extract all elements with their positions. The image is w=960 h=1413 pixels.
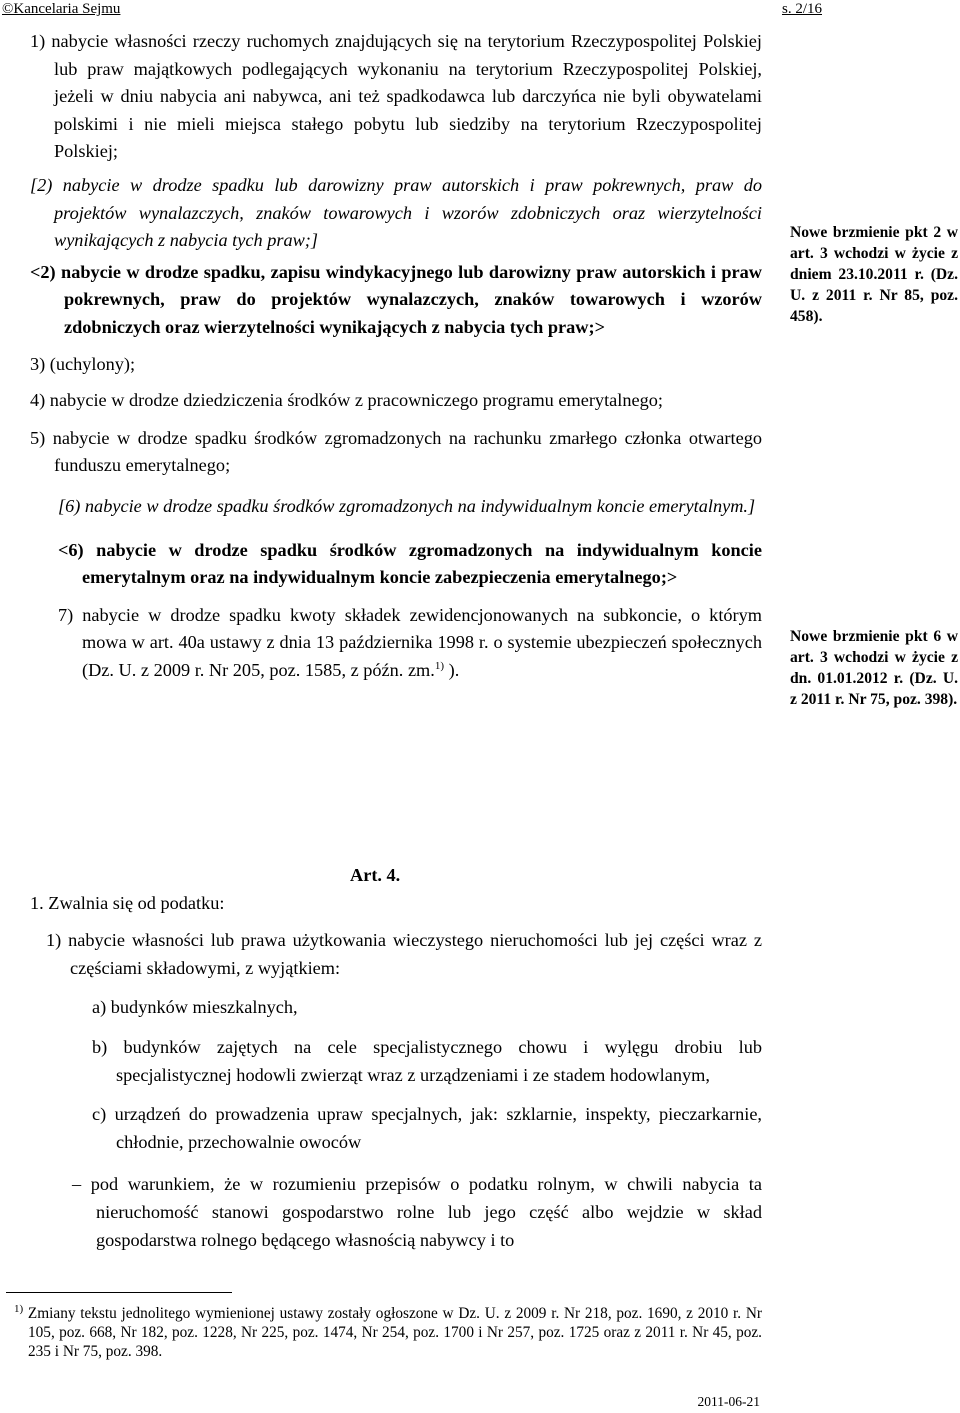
paragraph-7-text: 7) nabycie w drodze spadku kwoty składek zewidencjonowanych na subkoncie, o którym mowa w art. 40a ustawy z dnia 13 października 1998 r. o systemie ubezpieczeń społecznych (Dz. U. z 2009 r. Nr 205, poz. 1585, z późn. zm. bbox=[58, 604, 762, 680]
paragraph-7 bbox=[30, 602, 762, 685]
footnote-divider bbox=[6, 1292, 232, 1293]
article-title: Art. 4. bbox=[350, 865, 401, 885]
article-item-1: 1) nabycie własności lub prawa użytkowania wieczystego nieruchomości lub jej części wraz z częściami składowymi, z wyjątkiem: bbox=[46, 930, 762, 978]
footnote-ref[interactable]: 1) bbox=[434, 659, 445, 672]
paragraph-4: 4) nabycie w drodze dziedziczenia środków z pracowniczego programu emerytalnego; bbox=[30, 390, 663, 411]
article-dash-clause: – pod warunkiem, że w rozumieniu przepisów o podatku rolnym, w chwili nabycia ta nieruchomość stanowi gospodarstwo rolne lub jego część albo wejdzie w skład gospodarstwa rolnego będącego własnością nabywcy i to bbox=[72, 1174, 762, 1250]
paragraph-2-old: [2) nabycie w drodze spadku lub darowizny praw autorskich i praw pokrewnych, praw do projektów wynalazczych, znaków towarowych i wzorów zdobniczych oraz wierzytelności wynikających z nabycia tych praw;] bbox=[30, 174, 762, 251]
paragraph-5: 5) nabycie w drodze spadku środków zgromadzonych na rachunku zmarłego członka otwartego funduszu emerytalnego; bbox=[30, 427, 762, 476]
paragraph-7-end: ). bbox=[444, 659, 460, 680]
article-4 bbox=[30, 862, 762, 1254]
article-sub-c: c) urządzeń do prowadzenia upraw specjalnych, jak: szklarnie, inspekty, pieczarkarnie, chłodnie, przechowalnie owoców bbox=[92, 1104, 762, 1152]
main-text bbox=[30, 28, 762, 684]
article-sub-a: a) budynków mieszkalnych, bbox=[92, 997, 298, 1018]
footnote-text: Zmiany tekstu jednolitego wymienionej ustawy zostały ogłoszone w Dz. U. z 2009 r. Nr 218, poz. 1690, z 2010 r. Nr 105, poz. 668, Nr 182, poz. 1228, Nr 225, poz. 1474, Nr 254, poz. 1700 i Nr 257, poz. 1725 oraz z 2011 r. Nr 45, poz. 235 i Nr 75, poz. 398. bbox=[23, 1305, 762, 1361]
page-header bbox=[0, 0, 960, 22]
article-intro: 1. Zwalnia się od podatku: bbox=[30, 892, 225, 913]
paragraph-1: 1) nabycie własności rzeczy ruchomych znajdujących się na terytorium Rzeczypospolitej Polskiej lub praw majątkowych podlegających wykonaniu na terytorium Rzeczypospolitej Polskiej, jeżeli w dniu nabycia ani nabywca, ani też spadkodawca lub darczyńca nie byli obywatelami polskimi i nie mieli miejsca stałego pobytu lub siedziby na terytorium Rzeczypospolitej Polskiej; bbox=[30, 31, 762, 162]
paragraph-6-new: <6) nabycie w drodze spadku środków zgromadzonych na indywidualnym koncie emerytalnym oraz na indywidualnym koncie zabezpieczenia emerytalnego;> bbox=[58, 539, 762, 588]
publisher-label: ©Kancelaria Sejmu bbox=[2, 1, 121, 17]
paragraph-6-old: [6) nabycie w drodze spadku środków zgromadzonych na indywidualnym koncie emerytalnym.] bbox=[58, 495, 756, 516]
margin-note-2: Nowe brzmienie pkt 6 w art. 3 wchodzi w życie z dn. 01.01.2012 r. (Dz. U. z 2011 r. Nr 75, poz. 398). bbox=[790, 628, 958, 708]
article-sub-b: b) budynków zajętych na cele specjalistycznego chowu i wylęgu drobiu lub specjalistycznej hodowli zwierząt wraz z urządzeniami i ze stadem hodowlanym, bbox=[92, 1036, 762, 1085]
footnote bbox=[14, 1304, 762, 1362]
paragraph-3: 3) (uchylony); bbox=[30, 353, 136, 374]
document-date: 2011-06-21 bbox=[697, 1394, 760, 1409]
margin-note-1: Nowe brzmienie pkt 2 w art. 3 wchodzi w życie z dniem 23.10.2011 r. (Dz. U. z 2011 r. Nr 85, poz. 458). bbox=[790, 224, 958, 325]
paragraph-2-new: <2) nabycie w drodze spadku, zapisu windykacyjnego lub darowizny praw autorskich i praw pokrewnych, praw do projektów wynalazczych, znaków towarowych i wzorów zdobniczych oraz wierzytelności wynikających z nabycia tych praw;> bbox=[30, 261, 762, 337]
footnote-marker: 1) bbox=[14, 1302, 24, 1315]
page-number: s. 2/16 bbox=[781, 1, 822, 17]
